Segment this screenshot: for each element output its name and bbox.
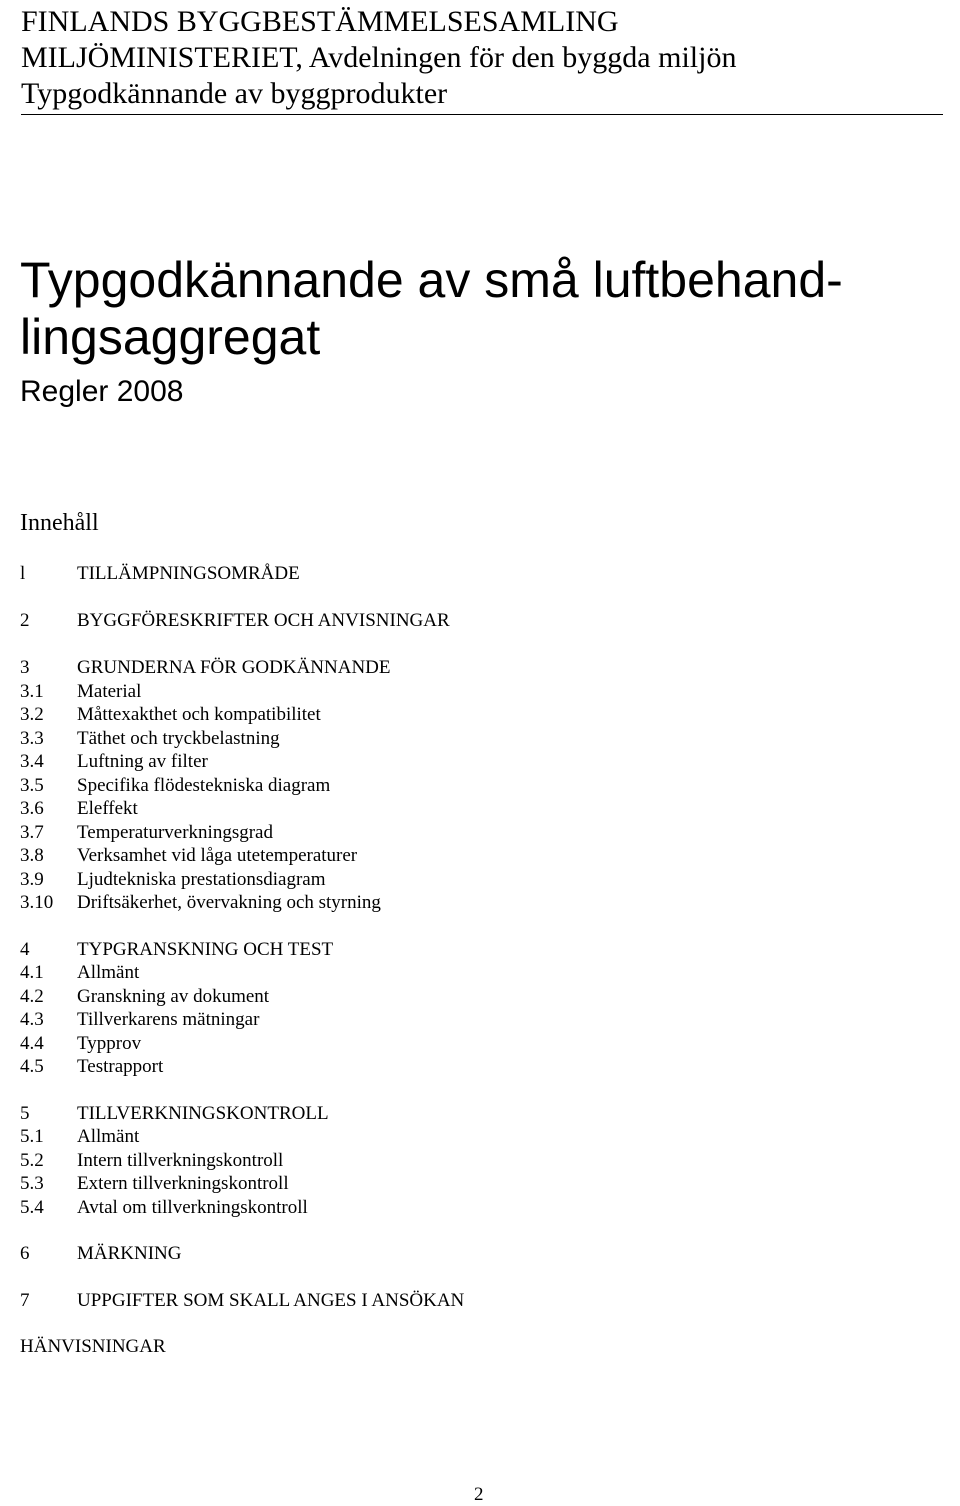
toc-entry-label: Testrapport bbox=[77, 1056, 164, 1077]
toc-entry-label: Typprov bbox=[77, 1033, 142, 1054]
toc-entry-label: Ljudtekniska prestationsdiagram bbox=[77, 869, 326, 890]
toc-entry-label: MÄRKNING bbox=[77, 1243, 182, 1264]
toc-entry-label: Specifika flödestekniska diagram bbox=[77, 775, 331, 796]
toc-entry-number: 2 bbox=[20, 610, 30, 631]
toc-entry-number: 3.3 bbox=[20, 728, 44, 749]
document-subtitle: Regler 2008 bbox=[20, 375, 184, 408]
toc-entry-number: 5.4 bbox=[20, 1197, 44, 1218]
toc-entry-number: 3.8 bbox=[20, 845, 44, 866]
toc-entry-label: TILLÄMPNINGSOMRÅDE bbox=[77, 563, 300, 584]
toc-entry-number: l bbox=[20, 563, 26, 584]
toc-entry-label: Driftsäkerhet, övervakning och styrning bbox=[77, 892, 381, 913]
header-divider bbox=[21, 114, 943, 115]
toc-entry-label: Täthet och tryckbelastning bbox=[77, 728, 280, 749]
toc-entry-label: Intern tillverkningskontroll bbox=[77, 1150, 284, 1171]
toc-entry-label: Luftning av filter bbox=[77, 751, 208, 772]
toc-entry-number: 5.3 bbox=[20, 1173, 44, 1194]
toc-entry-number: 4.1 bbox=[20, 962, 44, 983]
toc-entry-number: 5.1 bbox=[20, 1126, 44, 1147]
toc-entry-label: Allmänt bbox=[77, 962, 140, 983]
toc-entry-number: 3.2 bbox=[20, 704, 44, 725]
toc-entry-number: 4.5 bbox=[20, 1056, 44, 1077]
toc-entry-number: 3 bbox=[20, 657, 30, 678]
toc-heading: Innehåll bbox=[20, 510, 99, 536]
toc-entry-number: 3.10 bbox=[20, 892, 54, 913]
toc-entry-label: Allmänt bbox=[77, 1126, 140, 1147]
page-number: 2 bbox=[474, 1484, 484, 1505]
document-title-line-1: Typgodkännande av små luftbehand- bbox=[20, 252, 843, 308]
toc-entry-number: 3.6 bbox=[20, 798, 44, 819]
toc-entry-label: Verksamhet vid låga utetemperaturer bbox=[77, 845, 358, 866]
toc-entry-label: Extern tillverkningskontroll bbox=[77, 1173, 289, 1194]
header-series: Typgodkännande av byggprodukter bbox=[21, 77, 448, 110]
toc-entry-number: 4.4 bbox=[20, 1033, 44, 1054]
toc-entry-label: Tillverkarens mätningar bbox=[77, 1009, 260, 1030]
toc-entry-number: 3.9 bbox=[20, 869, 44, 890]
toc-entry-label: TYPGRANSKNING OCH TEST bbox=[77, 939, 334, 960]
document-title-block bbox=[20, 252, 843, 410]
toc-entry-number: 3.5 bbox=[20, 775, 44, 796]
toc-entry-number: 3.1 bbox=[20, 681, 44, 702]
toc-entry-label: BYGGFÖRESKRIFTER OCH ANVISNINGAR bbox=[77, 610, 450, 631]
toc-entry-label: GRUNDERNA FÖR GODKÄNNANDE bbox=[77, 657, 391, 678]
toc-entry-number: 4 bbox=[20, 939, 30, 960]
toc-entry-number: 3.4 bbox=[20, 751, 44, 772]
toc-entry-number: 6 bbox=[20, 1243, 30, 1264]
toc-entry-label: Avtal om tillverkningskontroll bbox=[77, 1197, 308, 1218]
toc-entry-label: Eleffekt bbox=[77, 798, 138, 819]
toc-entry-label: TILLVERKNINGSKONTROLL bbox=[77, 1103, 329, 1124]
header-collection-title: FINLANDS BYGGBESTÄMMELSESAMLING bbox=[21, 5, 619, 38]
document-header bbox=[21, 4, 943, 115]
toc-entry-number: 5 bbox=[20, 1103, 30, 1124]
toc-entry-number: 5.2 bbox=[20, 1150, 44, 1171]
document-title-line-2: lingsaggregat bbox=[20, 309, 321, 365]
header-ministry: MILJÖMINISTERIET, Avdelningen för den byggda miljön bbox=[21, 41, 737, 74]
toc-entry-label: Granskning av dokument bbox=[77, 986, 270, 1007]
toc-entry-number: 3.7 bbox=[20, 822, 44, 843]
toc-references[interactable]: HÄNVISNINGAR bbox=[20, 1336, 166, 1357]
toc-entry-label: Material bbox=[77, 681, 142, 702]
toc-entry-label: UPPGIFTER SOM SKALL ANGES I ANSÖKAN bbox=[77, 1290, 465, 1311]
toc-entry-number: 4.2 bbox=[20, 986, 44, 1007]
toc-entry-label: Temperaturverkningsgrad bbox=[77, 822, 273, 843]
toc-entry-number: 4.3 bbox=[20, 1009, 44, 1030]
toc-entry-label: Måttexakthet och kompatibilitet bbox=[77, 704, 321, 725]
toc-entry-number: 7 bbox=[20, 1290, 30, 1311]
